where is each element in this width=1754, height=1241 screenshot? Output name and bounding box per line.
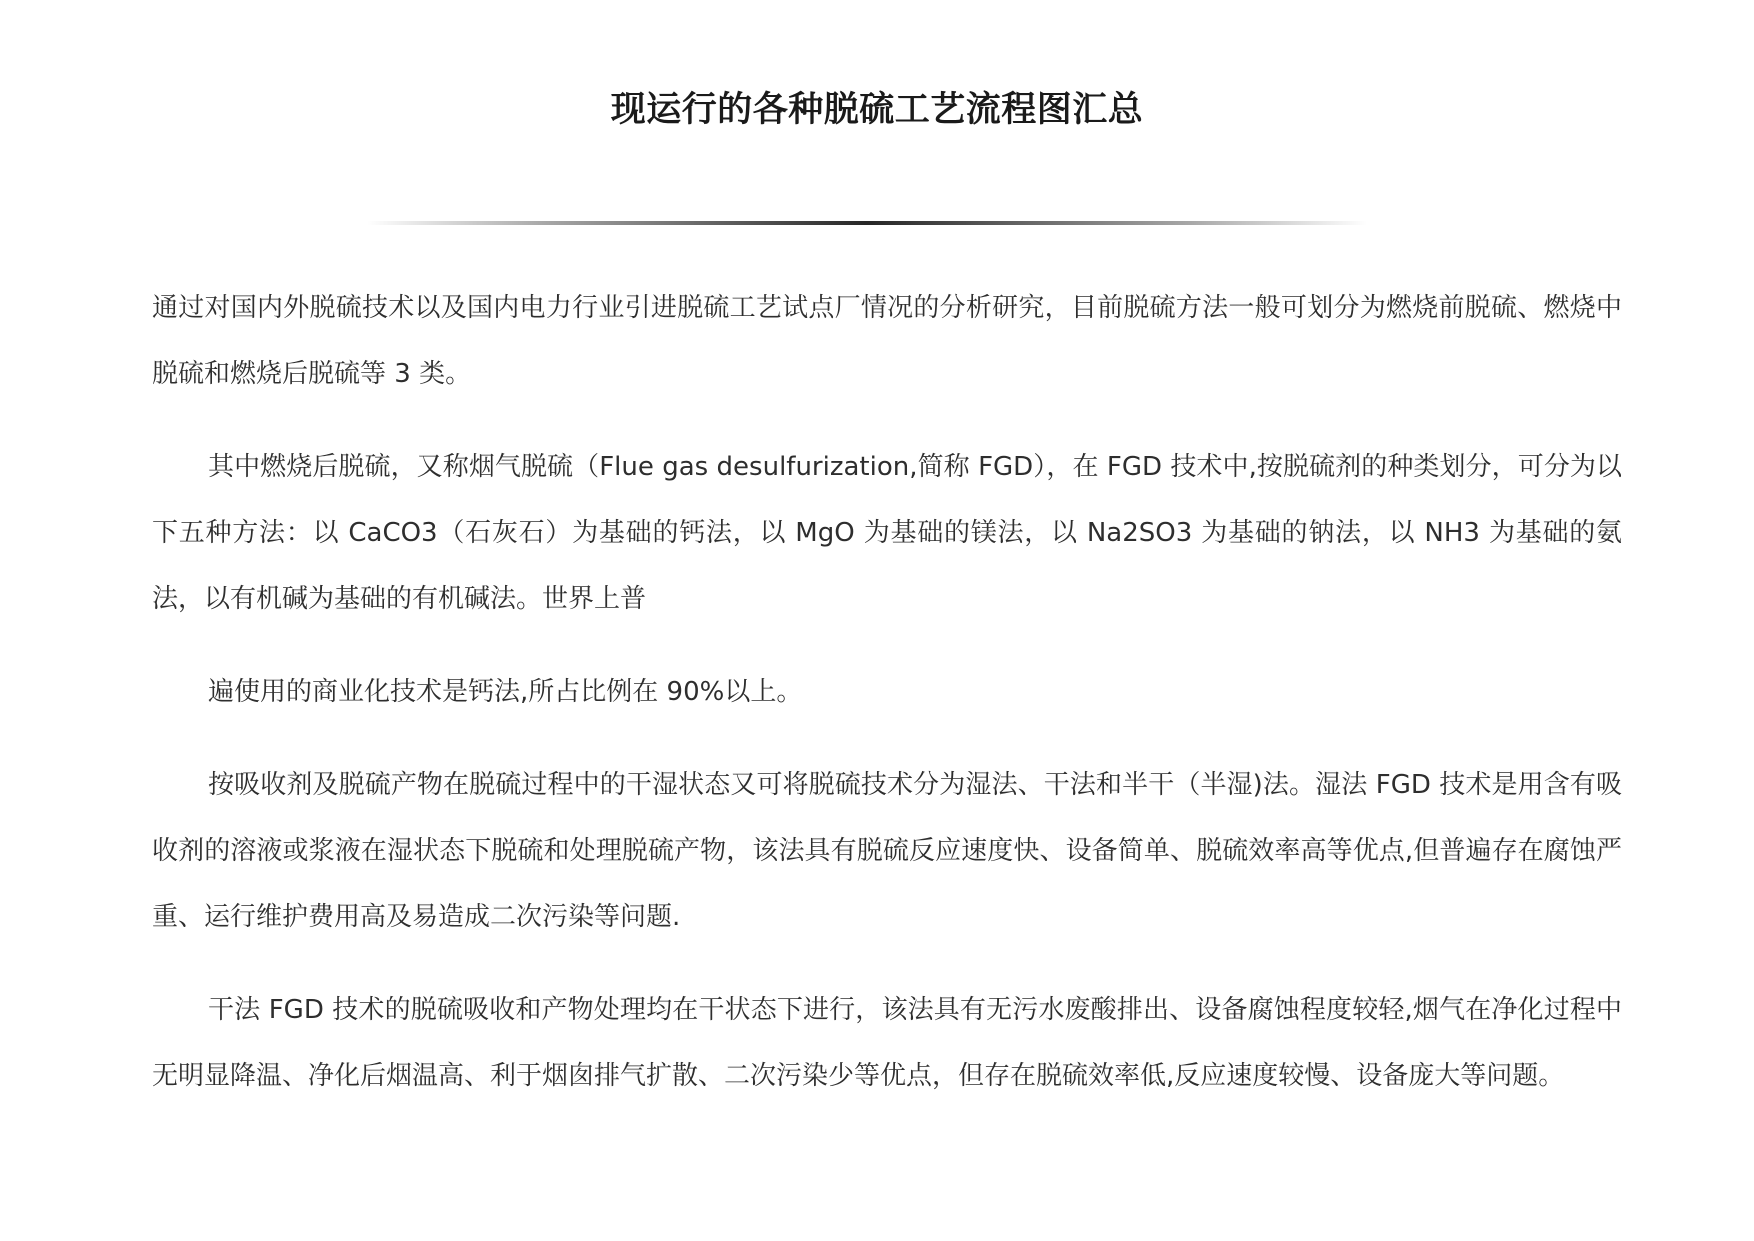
paragraph-intro: 通过对国内外脱硫技术以及国内电力行业引进脱硫工艺试点厂情况的分析研究，目前脱硫方法一般可划分为燃烧前脱硫、燃烧中脱硫和燃烧后脱硫等 3 类。 — [152, 293, 1622, 389]
paragraph-fgd-methods: 其中燃烧后脱硫，又称烟气脱硫（Flue gas desulfurization,简称 FGD），在 FGD 技术中,按脱硫剂的种类划分，可分为以下五种方法：以 CaCO3（石灰石）为基础的钙法，以 MgO 为基础的镁法，以 Na2SO3 为基础的钠法，以 NH3 为基础的氨法，以有机碱为基础的有机碱法。世界上普 — [152, 452, 1622, 614]
paragraph-dry-fgd: 干法 FGD 技术的脱硫吸收和产物处理均在干状态下进行，该法具有无污水废酸排出、设备腐蚀程度较轻,烟气在净化过程中无明显降温、净化后烟温高、利于烟囱排气扩散、二次污染少等优点，但存在脱硫效率低,反应速度较慢、设备庞大等问题。 — [152, 995, 1622, 1091]
title-divider — [367, 221, 1367, 225]
document-body — [152, 275, 1622, 1109]
page-title: 现运行的各种脱硫工艺流程图汇总 — [610, 90, 1144, 130]
paragraph-wet-dry-classification: 按吸收剂及脱硫产物在脱硫过程中的干湿状态又可将脱硫技术分为湿法、干法和半干（半湿)法。湿法 FGD 技术是用含有吸收剂的溶液或浆液在湿状态下脱硫和处理脱硫产物，该法具有脱硫反应速度快、设备简单、脱硫效率高等优点,但普遍存在腐蚀严重、运行维护费用高及易造成二次污染等问题. — [152, 770, 1622, 932]
paragraph-calcium-method: 遍使用的商业化技术是钙法,所占比例在 90%以上。 — [208, 677, 803, 707]
